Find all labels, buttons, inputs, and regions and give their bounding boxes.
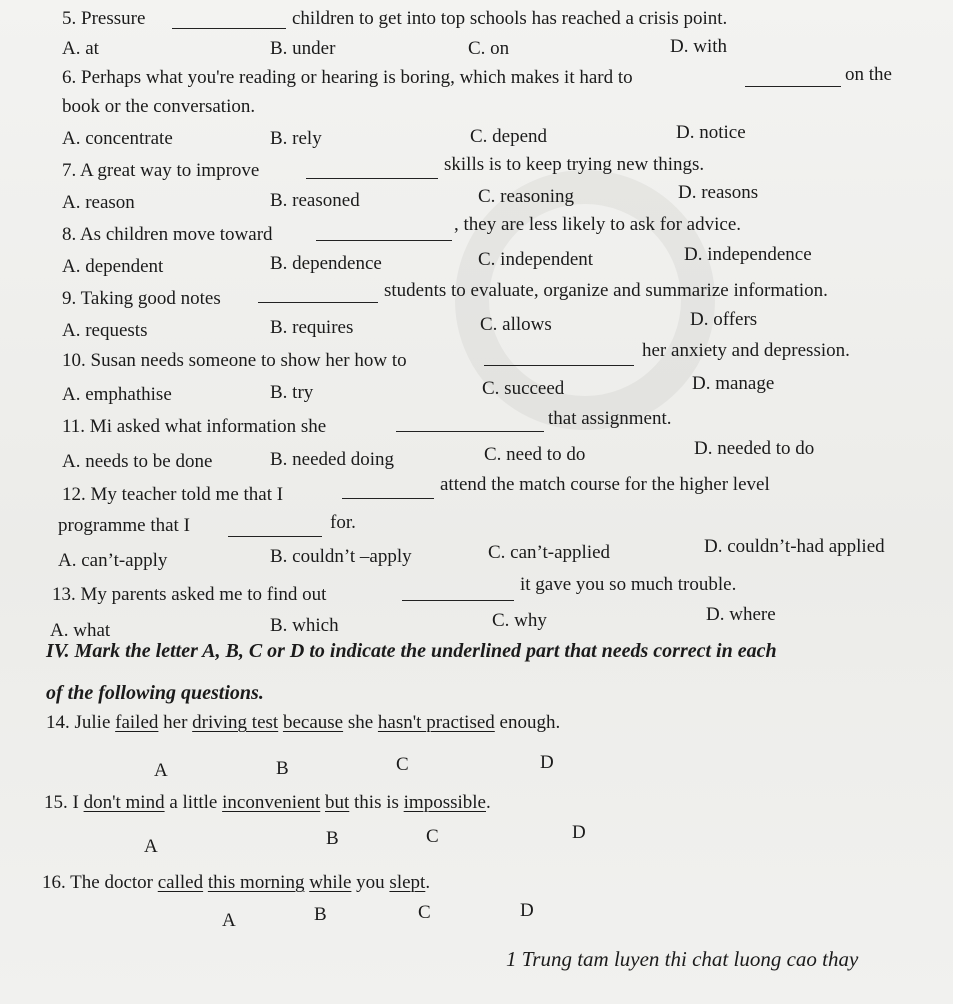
- q13-stem-start: 13. My parents asked me to find out: [52, 584, 327, 605]
- q6-blank: [745, 86, 841, 87]
- q7-stem-start: 7. A great way to improve: [62, 160, 260, 181]
- q13-option-b: B. which: [270, 615, 339, 636]
- q8-stem-start: 8. As children move toward: [62, 224, 273, 245]
- q10-option-c: C. succeed: [482, 378, 565, 399]
- q5-option-d: D. with: [670, 36, 727, 57]
- q16-letter-b: B: [314, 904, 327, 925]
- q6-stem-cont: book or the conversation.: [62, 96, 256, 117]
- q16-letter-c: C: [418, 902, 431, 923]
- q11-blank: [396, 431, 544, 432]
- q11-stem-start: 11. Mi asked what information she: [62, 416, 327, 437]
- q12-blank-1: [342, 498, 434, 499]
- q14-text-4: she: [343, 712, 378, 733]
- q6-option-c: C. depend: [470, 126, 548, 147]
- q10-blank: [484, 365, 634, 366]
- question-14: [46, 712, 560, 734]
- q14-text-1: 14. Julie: [46, 712, 116, 733]
- q11-option-c: C. need to do: [484, 444, 586, 465]
- q9-option-b: B. requires: [270, 317, 354, 338]
- q13-option-a: A. what: [50, 620, 111, 641]
- q16-underline-b: this morning: [207, 872, 305, 893]
- q15-text-1: 15. I: [44, 792, 84, 813]
- q9-option-d: D. offers: [690, 309, 758, 330]
- q11-option-d: D. needed to do: [694, 438, 815, 459]
- q10-option-d: D. manage: [692, 373, 775, 394]
- q16-text-4: you: [351, 872, 390, 893]
- q9-stem-end: students to evaluate, organize and summarize information.: [384, 280, 828, 301]
- page-footer: 1 Trung tam luyen thi chat luong cao thay: [506, 947, 859, 971]
- q9-stem-start: 9. Taking good notes: [62, 288, 221, 309]
- q15-underline-d: impossible: [403, 792, 486, 813]
- q15-text-2: a little: [164, 792, 223, 813]
- q16-text-1: 16. The doctor: [42, 872, 158, 893]
- q16-underline-d: slept: [389, 872, 426, 893]
- q8-option-c: C. independent: [478, 249, 594, 270]
- q16-underline-c: while: [309, 872, 352, 893]
- q15-underline-c: but: [325, 792, 350, 813]
- q8-option-d: D. independence: [684, 244, 812, 265]
- q16-text-5: .: [425, 872, 431, 893]
- q8-stem-end: , they are less likely to ask for advice.: [454, 214, 742, 235]
- q8-option-a: A. dependent: [62, 256, 164, 277]
- section-4-line-2: of the following questions.: [46, 682, 264, 704]
- q9-option-a: A. requests: [62, 320, 148, 341]
- q7-option-a: A. reason: [62, 192, 135, 213]
- q7-option-d: D. reasons: [678, 182, 759, 203]
- q9-option-c: C. allows: [480, 314, 552, 335]
- q16-letter-d: D: [520, 900, 534, 921]
- q10-option-b: B. try: [270, 382, 314, 403]
- q5-option-b: B. under: [270, 38, 336, 59]
- q14-letter-c: C: [396, 754, 409, 775]
- q14-letter-d: D: [540, 752, 554, 773]
- q12-option-b: B. couldn’t –apply: [270, 546, 412, 567]
- q13-option-c: C. why: [492, 610, 547, 631]
- q15-letter-c: C: [426, 826, 439, 847]
- q15-underline-a: don't mind: [83, 792, 165, 813]
- question-16: [42, 872, 430, 894]
- q15-text-5: .: [486, 792, 491, 813]
- q7-option-c: C. reasoning: [478, 186, 575, 207]
- q5-blank: [172, 28, 286, 29]
- q5-stem-end: children to get into top schools has reached a crisis point.: [292, 8, 728, 29]
- q13-blank: [402, 600, 514, 601]
- question-15: [44, 792, 491, 814]
- q6-option-d: D. notice: [676, 122, 746, 143]
- q14-text-2: her: [158, 712, 193, 733]
- q13-stem-end: it gave you so much trouble.: [520, 574, 737, 595]
- q12-blank-2: [228, 536, 322, 537]
- q12-option-d: D. couldn’t-had applied: [704, 536, 885, 557]
- q13-option-d: D. where: [706, 604, 776, 625]
- q6-stem-start: 6. Perhaps what you're reading or hearing is boring, which makes it hard to: [62, 67, 633, 88]
- q10-stem-end: her anxiety and depression.: [642, 340, 850, 361]
- q16-underline-a: called: [157, 872, 204, 893]
- q11-stem-end: that assignment.: [548, 408, 672, 429]
- q8-option-b: B. dependence: [270, 253, 382, 274]
- q6-option-b: B. rely: [270, 128, 322, 149]
- q6-stem-end: on the: [845, 64, 892, 85]
- q15-underline-b: inconvenient: [222, 792, 321, 813]
- q16-letter-a: A: [222, 910, 236, 931]
- q15-letter-a: A: [144, 836, 158, 857]
- q11-option-a: A. needs to be done: [62, 451, 213, 472]
- q14-letter-a: A: [154, 760, 168, 781]
- q15-letter-b: B: [326, 828, 339, 849]
- q14-underline-c: because: [282, 712, 344, 733]
- q14-underline-d: hasn't practised: [377, 712, 495, 733]
- q7-blank: [306, 178, 438, 179]
- q12-stem-start: 12. My teacher told me that I: [62, 484, 284, 505]
- q5-option-a: A. at: [62, 38, 99, 59]
- q12-stem-mid: attend the match course for the higher level: [440, 474, 770, 495]
- q5-option-c: C. on: [468, 38, 510, 59]
- q12-option-a: A. can’t-apply: [58, 550, 168, 571]
- q10-option-a: A. emphathise: [62, 384, 172, 405]
- q15-text-4: this is: [349, 792, 404, 813]
- q5-stem-start: 5. Pressure: [62, 8, 146, 29]
- section-4-line-1: IV. Mark the letter A, B, C or D to indicate the underlined part that needs correct in each: [46, 640, 777, 662]
- q6-option-a: A. concentrate: [62, 128, 173, 149]
- q11-option-b: B. needed doing: [270, 449, 395, 470]
- q12-stem-end: for.: [330, 512, 356, 533]
- q14-underline-b: driving test: [192, 712, 279, 733]
- q9-blank: [258, 302, 378, 303]
- q15-letter-d: D: [572, 822, 586, 843]
- q14-letter-b: B: [276, 758, 289, 779]
- q8-blank: [316, 240, 452, 241]
- q12-stem-cont: programme that I: [58, 515, 190, 536]
- q14-text-5: enough.: [494, 712, 561, 733]
- q7-stem-end: skills is to keep trying new things.: [444, 154, 705, 175]
- q7-option-b: B. reasoned: [270, 190, 360, 211]
- q14-underline-a: failed: [115, 712, 159, 733]
- q12-option-c: C. can’t-applied: [488, 542, 611, 563]
- q10-stem-start: 10. Susan needs someone to show her how to: [62, 350, 407, 371]
